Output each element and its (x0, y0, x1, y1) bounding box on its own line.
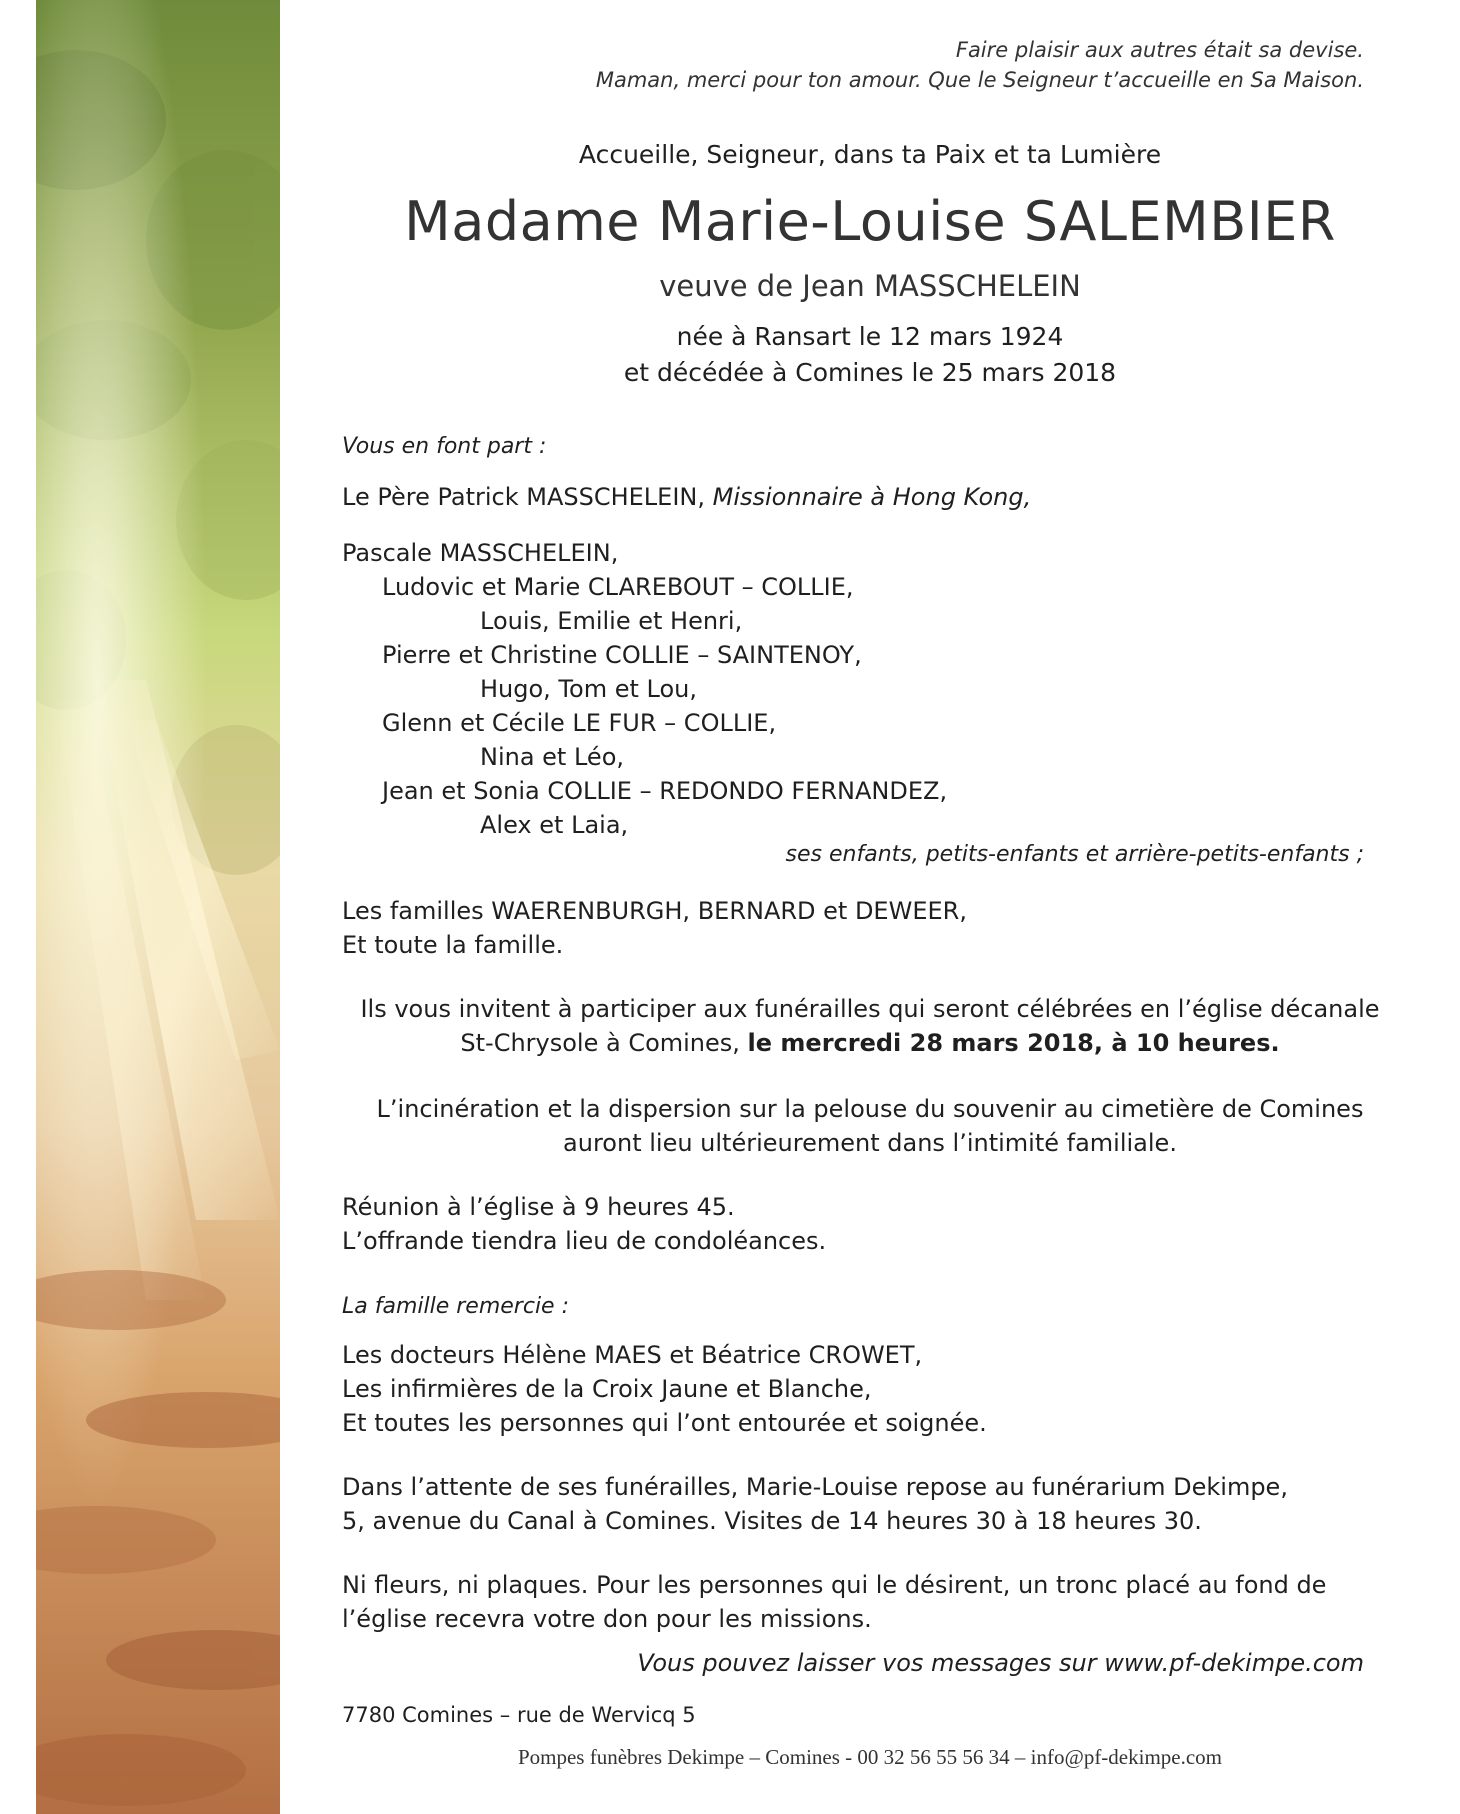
priest-line (342, 482, 1031, 512)
family-line: Nina et Léo, (480, 743, 624, 771)
donations-line-1: Ni fleurs, ni plaques. Pour les personnes qui le désirent, un tronc placé au fond de (342, 1571, 1327, 1599)
family-line: Hugo, Tom et Lou, (480, 675, 697, 703)
offering-note: L’offrande tiendra lieu de condoléances. (342, 1227, 827, 1255)
cremation-line-1: L’incinération et la dispersion sur la pelouse du souvenir au cimetière de Comines (376, 1095, 1364, 1123)
family-line: Pierre et Christine COLLIE – SAINTENOY, (382, 641, 862, 669)
funeral-invite-line-2 (280, 1028, 1460, 1058)
priest-name: Le Père Patrick MASSCHELEIN, (342, 483, 713, 511)
families-line-2: Et toute la famille. (342, 931, 564, 959)
funeral-home-address: 7780 Comines – rue de Wervicq 5 (342, 1703, 696, 1727)
obituary-notice (280, 0, 1460, 1814)
family-line: Louis, Emilie et Henri, (480, 607, 743, 635)
family-line: Jean et Sonia COLLIE – REDONDO FERNANDEZ, (382, 777, 948, 805)
families-line-1: Les familles WAERENBURGH, BERNARD et DEWEER, (342, 897, 967, 925)
donations-line-2: l’église recevra votre don pour les missions. (342, 1605, 872, 1633)
meeting-time: Réunion à l’église à 9 heures 45. (342, 1193, 735, 1221)
visitation-line-1: Dans l’attente de ses funérailles, Marie-Louise repose au funérarium Dekimpe, (342, 1473, 1288, 1501)
deceased-name: Madame Marie-Louise SALEMBIER (404, 190, 1336, 253)
cremation-line-2: auront lieu ultérieurement dans l’intimité familiale. (563, 1129, 1177, 1157)
relationship-line: ses enfants, petits-enfants et arrière-petits-enfants ; (785, 842, 1364, 867)
messages-website: Vous pouvez laisser vos messages sur www.pf-dekimpe.com (637, 1649, 1364, 1677)
funeral-home-footer: Pompes funèbres Dekimpe – Comines - 00 32 56 55 56 34 – info@pf-dekimpe.com (517, 1745, 1223, 1769)
thanks-line: Les docteurs Hélène MAES et Béatrice CROWET, (342, 1341, 923, 1369)
family-line: Alex et Laia, (480, 811, 629, 839)
forest-path-photo (36, 0, 280, 1814)
prayer-line: Accueille, Seigneur, dans ta Paix et ta Lumière (578, 140, 1162, 169)
birth-date: née à Ransart le 12 mars 1924 (676, 322, 1064, 351)
funeral-location: St-Chrysole à Comines, (460, 1029, 748, 1057)
family-line: Pascale MASSCHELEIN, (342, 539, 619, 567)
funeral-invite-line-1: Ils vous invitent à participer aux funérailles qui seront célébrées en l’église décanale (360, 995, 1380, 1023)
motto-line-1: Faire plaisir aux autres était sa devise. (955, 38, 1364, 62)
priest-role: Missionnaire à Hong Kong, (712, 483, 1032, 511)
death-date: et décédée à Comines le 25 mars 2018 (623, 358, 1117, 387)
thanks-intro: La famille remercie : (342, 1294, 569, 1319)
family-line: Ludovic et Marie CLAREBOUT – COLLIE, (382, 573, 854, 601)
thanks-line: Les infirmières de la Croix Jaune et Blanche, (342, 1375, 872, 1403)
thanks-line: Et toutes les personnes qui l’ont entourée et soignée. (342, 1409, 987, 1437)
forest-illustration (36, 0, 280, 1814)
funeral-datetime: le mercredi 28 mars 2018, à 10 heures. (747, 1029, 1280, 1057)
motto-line-2: Maman, merci pour ton amour. Que le Seigneur t’accueille en Sa Maison. (595, 68, 1364, 92)
announcement-intro: Vous en font part : (342, 434, 547, 459)
widow-of: veuve de Jean MASSCHELEIN (659, 269, 1081, 303)
visitation-line-2: 5, avenue du Canal à Comines. Visites de 14 heures 30 à 18 heures 30. (342, 1507, 1202, 1535)
family-line: Glenn et Cécile LE FUR – COLLIE, (382, 709, 777, 737)
